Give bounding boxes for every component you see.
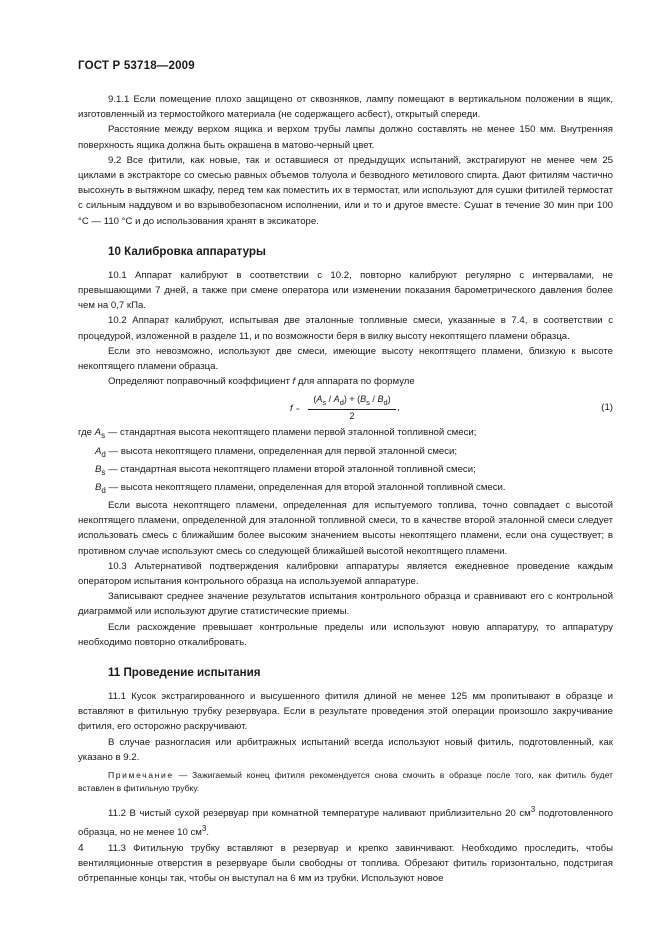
paragraph-recalibrate: Если расхождение превышает контрольные пределы или используют новую аппаратуру, то аппаратуру необходимо повторно откалибровать. bbox=[78, 621, 613, 648]
paragraph-10-1: 10.1 Аппарат калибруют в соответствии с 10.2, повторно калибруют регулярно с интервалами, не превышающими 7 дней, а также при смене оператора или изменении показания барометрического давления более чем на 0,7 кПа. bbox=[78, 269, 613, 312]
paragraph-11-2: 11.2 В чистый сухой резервуар при комнатной температуре наливают приблизительно 20 $см^3$ подготовленного образца, но не менее 10 $см^3$. bbox=[78, 804, 613, 839]
formula-comma: , bbox=[397, 402, 400, 414]
paragraph-correction-coefficient bbox=[78, 374, 613, 389]
definition-Bs: $B_s$ — стандартная высота некоптящего пламени второй эталонной топливной смеси; bbox=[95, 463, 476, 477]
paragraph-if-impossible: Если это невозможно, используют две смеси, имеющие высоту некоптящего пламени, близкую к высоте некоптящего пламени образца. bbox=[78, 345, 613, 373]
formula-equals: = bbox=[296, 407, 300, 414]
note-label: Примечание bbox=[108, 769, 174, 780]
document-body bbox=[78, 92, 613, 886]
paragraph-11-3: 11.3 Фитильную трубку вставляют в резервуар и крепко завинчивают. Необходимо проследить, чтобы вентиляционные отверстия в резервуаре были свободны от топлива. Обрезают фитиль горизонтально, подстригая обтрепанные концы так, чтобы он выступал на 6 мм из трубки. Используют новое bbox=[78, 842, 613, 885]
page-number: 4 bbox=[78, 843, 84, 854]
definition-As: где $A_s$ — стандартная высота некоптящего пламени первой эталонной топливной смеси; bbox=[78, 427, 477, 441]
coef-symbol: f bbox=[292, 376, 296, 388]
note-text: — Зажигаемый конец фитиля рекомендуется снова смочить в образце после того, как фитиль будет вставлен в фитильную трубку. bbox=[78, 769, 613, 794]
section-10-title: 10 Калибровка аппаратуры bbox=[108, 244, 266, 258]
formula-numerator: $(A_s / A_d) + (B_s / B_d)$ bbox=[308, 393, 396, 410]
paragraph-11-1: 11.1 Кусок экстрагированного и высушенного фитиля длиной не менее 125 мм пропитывают в образце и вставляют в фитильную трубку резервуара. Если в результате проведения этой операции произошло закручивание фитиля, его осторожно раскручивают. bbox=[78, 690, 613, 733]
definition-Bd: $B_d$ — высота некоптящего пламени, определенная для второй эталонной топливной смеси. bbox=[95, 481, 506, 495]
formula-denominator: 2 bbox=[349, 411, 355, 422]
note bbox=[78, 769, 613, 796]
paragraph-height-match: Если высота некоптящего пламени, определенная для испытуемого топлива, точно совпадает с высотой некоптящего пламени, определенной для эталонной топливной смеси, то в качестве второй эталонной смеси следует использовать смесь с ближайшим более высоким значением высоты некоптящего пламени, если она существует; в противном случае используют смесь со следующей ближайшей высотой некоптящего пламени. bbox=[78, 499, 613, 557]
paragraph-9-1-1: 9.1.1 Если помещение плохо защищено от сквозняков, лампу помещают в вертикальном положении в ящик, изготовленный из термостойкого материала (не содержащего асбест), открытый спереди. bbox=[78, 94, 613, 121]
paragraph-dispute: В случае разногласия или арбитражных испытаний всегда используют новый фитиль, подготовленный, как указано в 9.2. bbox=[78, 736, 613, 763]
paragraph-9-2: 9.2 Все фитили, как новые, так и оставшиеся от предыдущих испытаний, экстрагируют не менее чем 25 циклами в экстракторе со смесью равных объемов толуола и безводного метилового спирта. Дают фитилям частично высохнуть в вытяжном шкафу, перед тем как поместить их в термостат, или используют для сушки фитилей термостат с сильным наддувом и во взрывобезопасном исполнении, или и то и другое вместе. Сушат в течение 30 мин при 100 °С — 110 °С и до использования хранят в эксикаторе. bbox=[78, 154, 613, 227]
paragraph-10-3: 10.3 Альтернативой подтверждения калибровки аппаратуры является ежедневное проведение каждым оператором испытания контрольного образца на используемой аппаратуре. bbox=[78, 560, 613, 587]
formula-number: (1) bbox=[601, 402, 613, 414]
paragraph-10-2: 10.2 Аппарат калибруют, испытывая две эталонные топливные смеси, указанные в 7.4, в соответствии с процедурой, изложенной в разделе 11, и по возможности беря в вилку высоту некоптящего пламени образца. bbox=[78, 315, 613, 342]
formula-1 bbox=[78, 393, 613, 423]
coef-text-pre: Определяют поправочный коэффициент bbox=[108, 376, 290, 388]
definition-Ad: $A_d$ — высота некоптящего пламени, определенная для первой эталонной смеси; bbox=[95, 445, 458, 459]
symbol-definitions bbox=[78, 425, 613, 497]
formula-lhs: f bbox=[290, 403, 293, 415]
formula-fraction bbox=[308, 393, 396, 423]
paragraph-box-distance: Расстояние между верхом ящика и верхом трубы лампы должно составлять не менее 150 мм. Внутренняя поверхность ящика должна быть окрашена в матово-черный цвет. bbox=[78, 124, 613, 151]
section-11-title: 11 Проведение испытания bbox=[108, 665, 261, 679]
coef-text-post: для аппарата по формуле bbox=[297, 376, 415, 388]
paragraph-record-mean: Записывают среднее значение результатов испытания контрольного образца и сравнивают его с контрольной диаграммой или используют другие статистические приемы. bbox=[78, 591, 613, 618]
document-header: ГОСТ Р 53718—2009 bbox=[78, 60, 195, 72]
